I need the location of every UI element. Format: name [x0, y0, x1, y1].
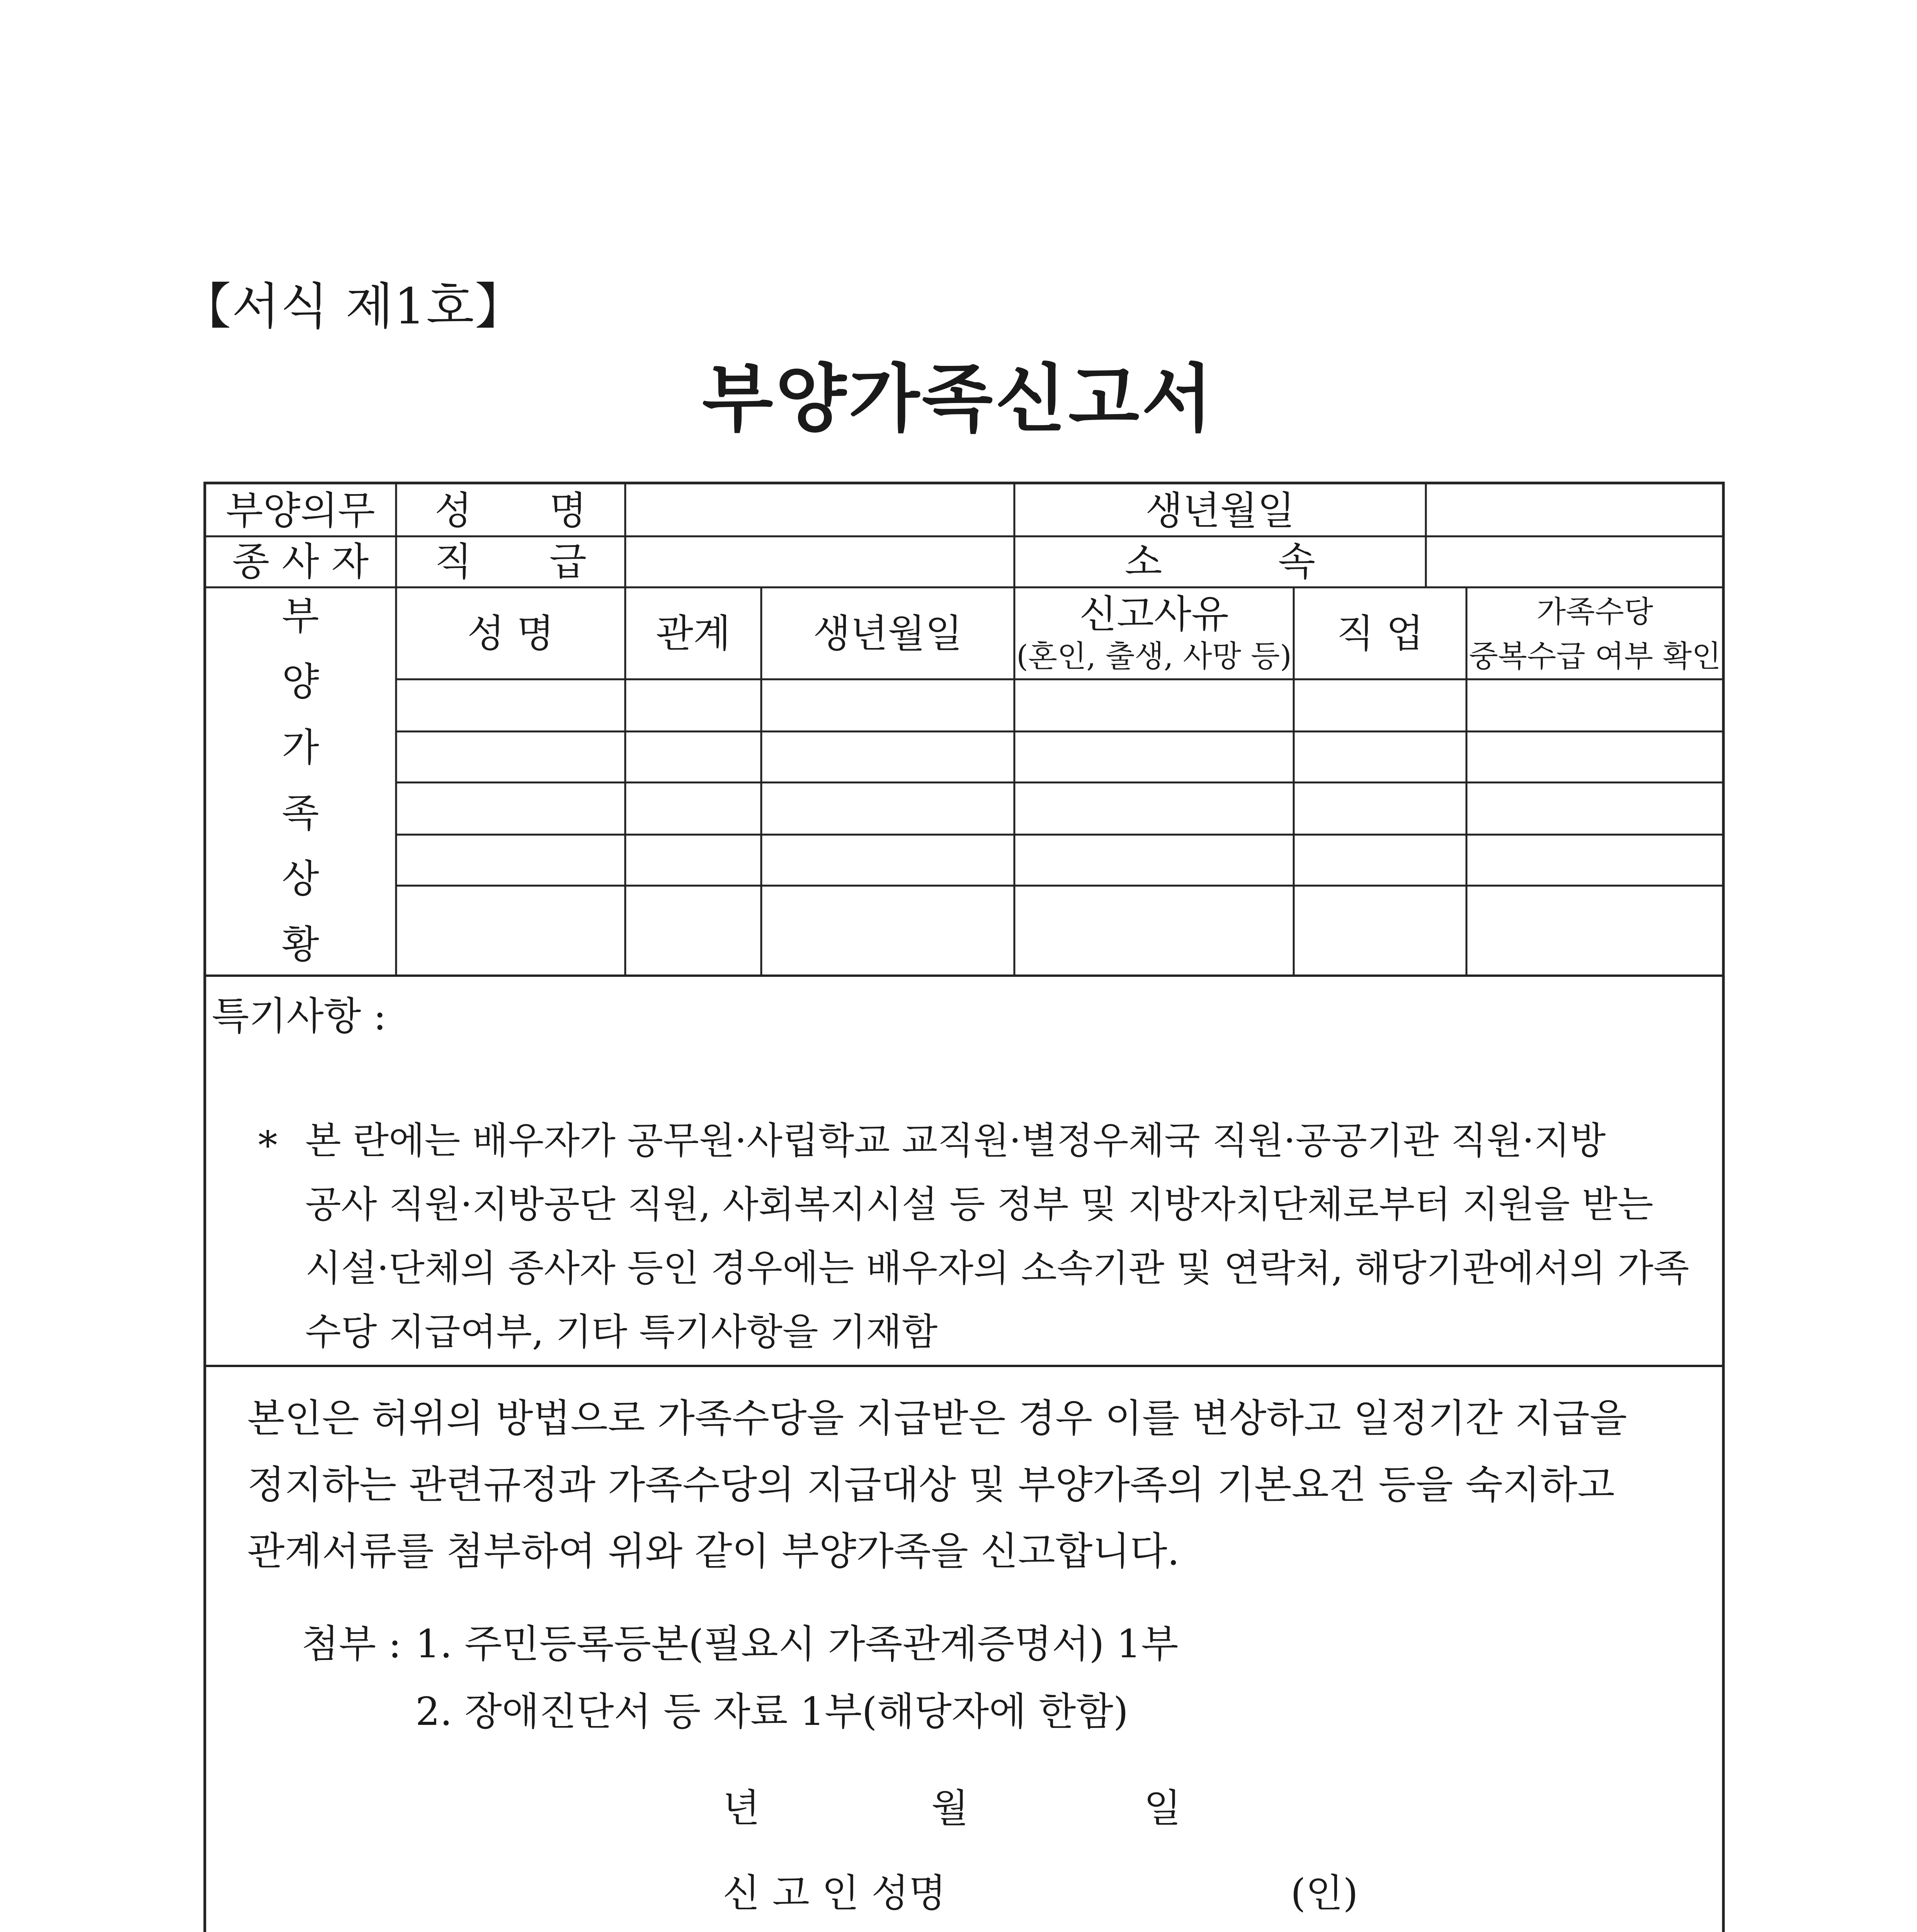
col-header-reason: 신고사유	[1079, 592, 1229, 637]
reporter-name-label: 신 고 인 성명	[723, 1871, 946, 1916]
position-label: 직 급	[434, 539, 587, 584]
col-header-name: 성 명	[467, 611, 554, 656]
declaration-line: 관계서류를 첨부하여 위와 같이 부양가족을 신고합니다.	[247, 1529, 1180, 1574]
declaration-line: 본인은 허위의 방법으로 가족수당을 지급받은 경우 이를 변상하고 일정기간 지급을	[247, 1396, 1627, 1441]
side-label-char: 황	[282, 922, 319, 967]
date-day-label: 일	[1144, 1786, 1181, 1831]
name-label: 성 명	[434, 488, 587, 533]
date-month-label: 월	[931, 1786, 969, 1831]
col-header-allowance-1: 가족수당	[1536, 595, 1653, 629]
document-title: 부양가족신고서	[702, 356, 1215, 442]
col-header-birth: 생년월일	[813, 611, 963, 656]
employee-label-line2: 종 사 자	[232, 539, 369, 584]
remarks-label: 특기사항 :	[212, 993, 386, 1039]
side-label-char: 부	[282, 594, 319, 639]
birth-label: 생년월일	[1145, 488, 1295, 533]
note-line: 시설·단체의 종사자 등인 경우에는 배우자의 소속기관 및 연락처, 해당기관에서의 가족	[305, 1247, 1689, 1290]
col-header-relation: 관계	[656, 611, 731, 656]
note-line: 본 란에는 배우자가 공무원·사립학교 교직원·별정우체국 직원·공공기관 직원·지방	[305, 1119, 1606, 1162]
declaration-text	[247, 1385, 1627, 1585]
attachment-label: 첨부 :	[301, 1621, 401, 1667]
note-bullet: *	[258, 1123, 277, 1168]
col-header-job: 직 업	[1337, 611, 1424, 656]
remarks-note	[305, 1109, 1689, 1364]
date-year-label: 년	[723, 1786, 760, 1831]
side-label-char: 족	[282, 791, 319, 836]
side-label-char: 가	[282, 725, 319, 770]
form-number-label: 【서식 제1호】	[182, 278, 525, 335]
declaration-line: 정지하는 관련규정과 가족수당의 지급대상 및 부양가족의 기본요건 등을 숙지하고	[247, 1462, 1615, 1507]
attachment-item-2: 2. 장애진단서 등 자료 1부(해당자에 한함)	[415, 1689, 1128, 1734]
employee-label-line1: 부양의무	[226, 488, 375, 533]
attachment-item-1: 1. 주민등록등본(필요시 가족관계증명서) 1부	[415, 1621, 1179, 1667]
side-label-char: 양	[282, 659, 319, 704]
note-line: 수당 지급여부, 기타 특기사항을 기재함	[305, 1310, 938, 1354]
department-label: 소 속	[1124, 539, 1316, 584]
col-header-reason-sub: (혼인, 출생, 사망 등)	[1016, 639, 1292, 674]
note-line: 공사 직원·지방공단 직원, 사회복지시설 등 정부 및 지방자치단체로부터 지원을 받는	[305, 1183, 1653, 1226]
col-header-allowance-2: 중복수급 여부 확인	[1469, 639, 1721, 674]
reporter-seal: (인)	[1291, 1871, 1358, 1916]
side-label-char: 상	[282, 856, 319, 901]
